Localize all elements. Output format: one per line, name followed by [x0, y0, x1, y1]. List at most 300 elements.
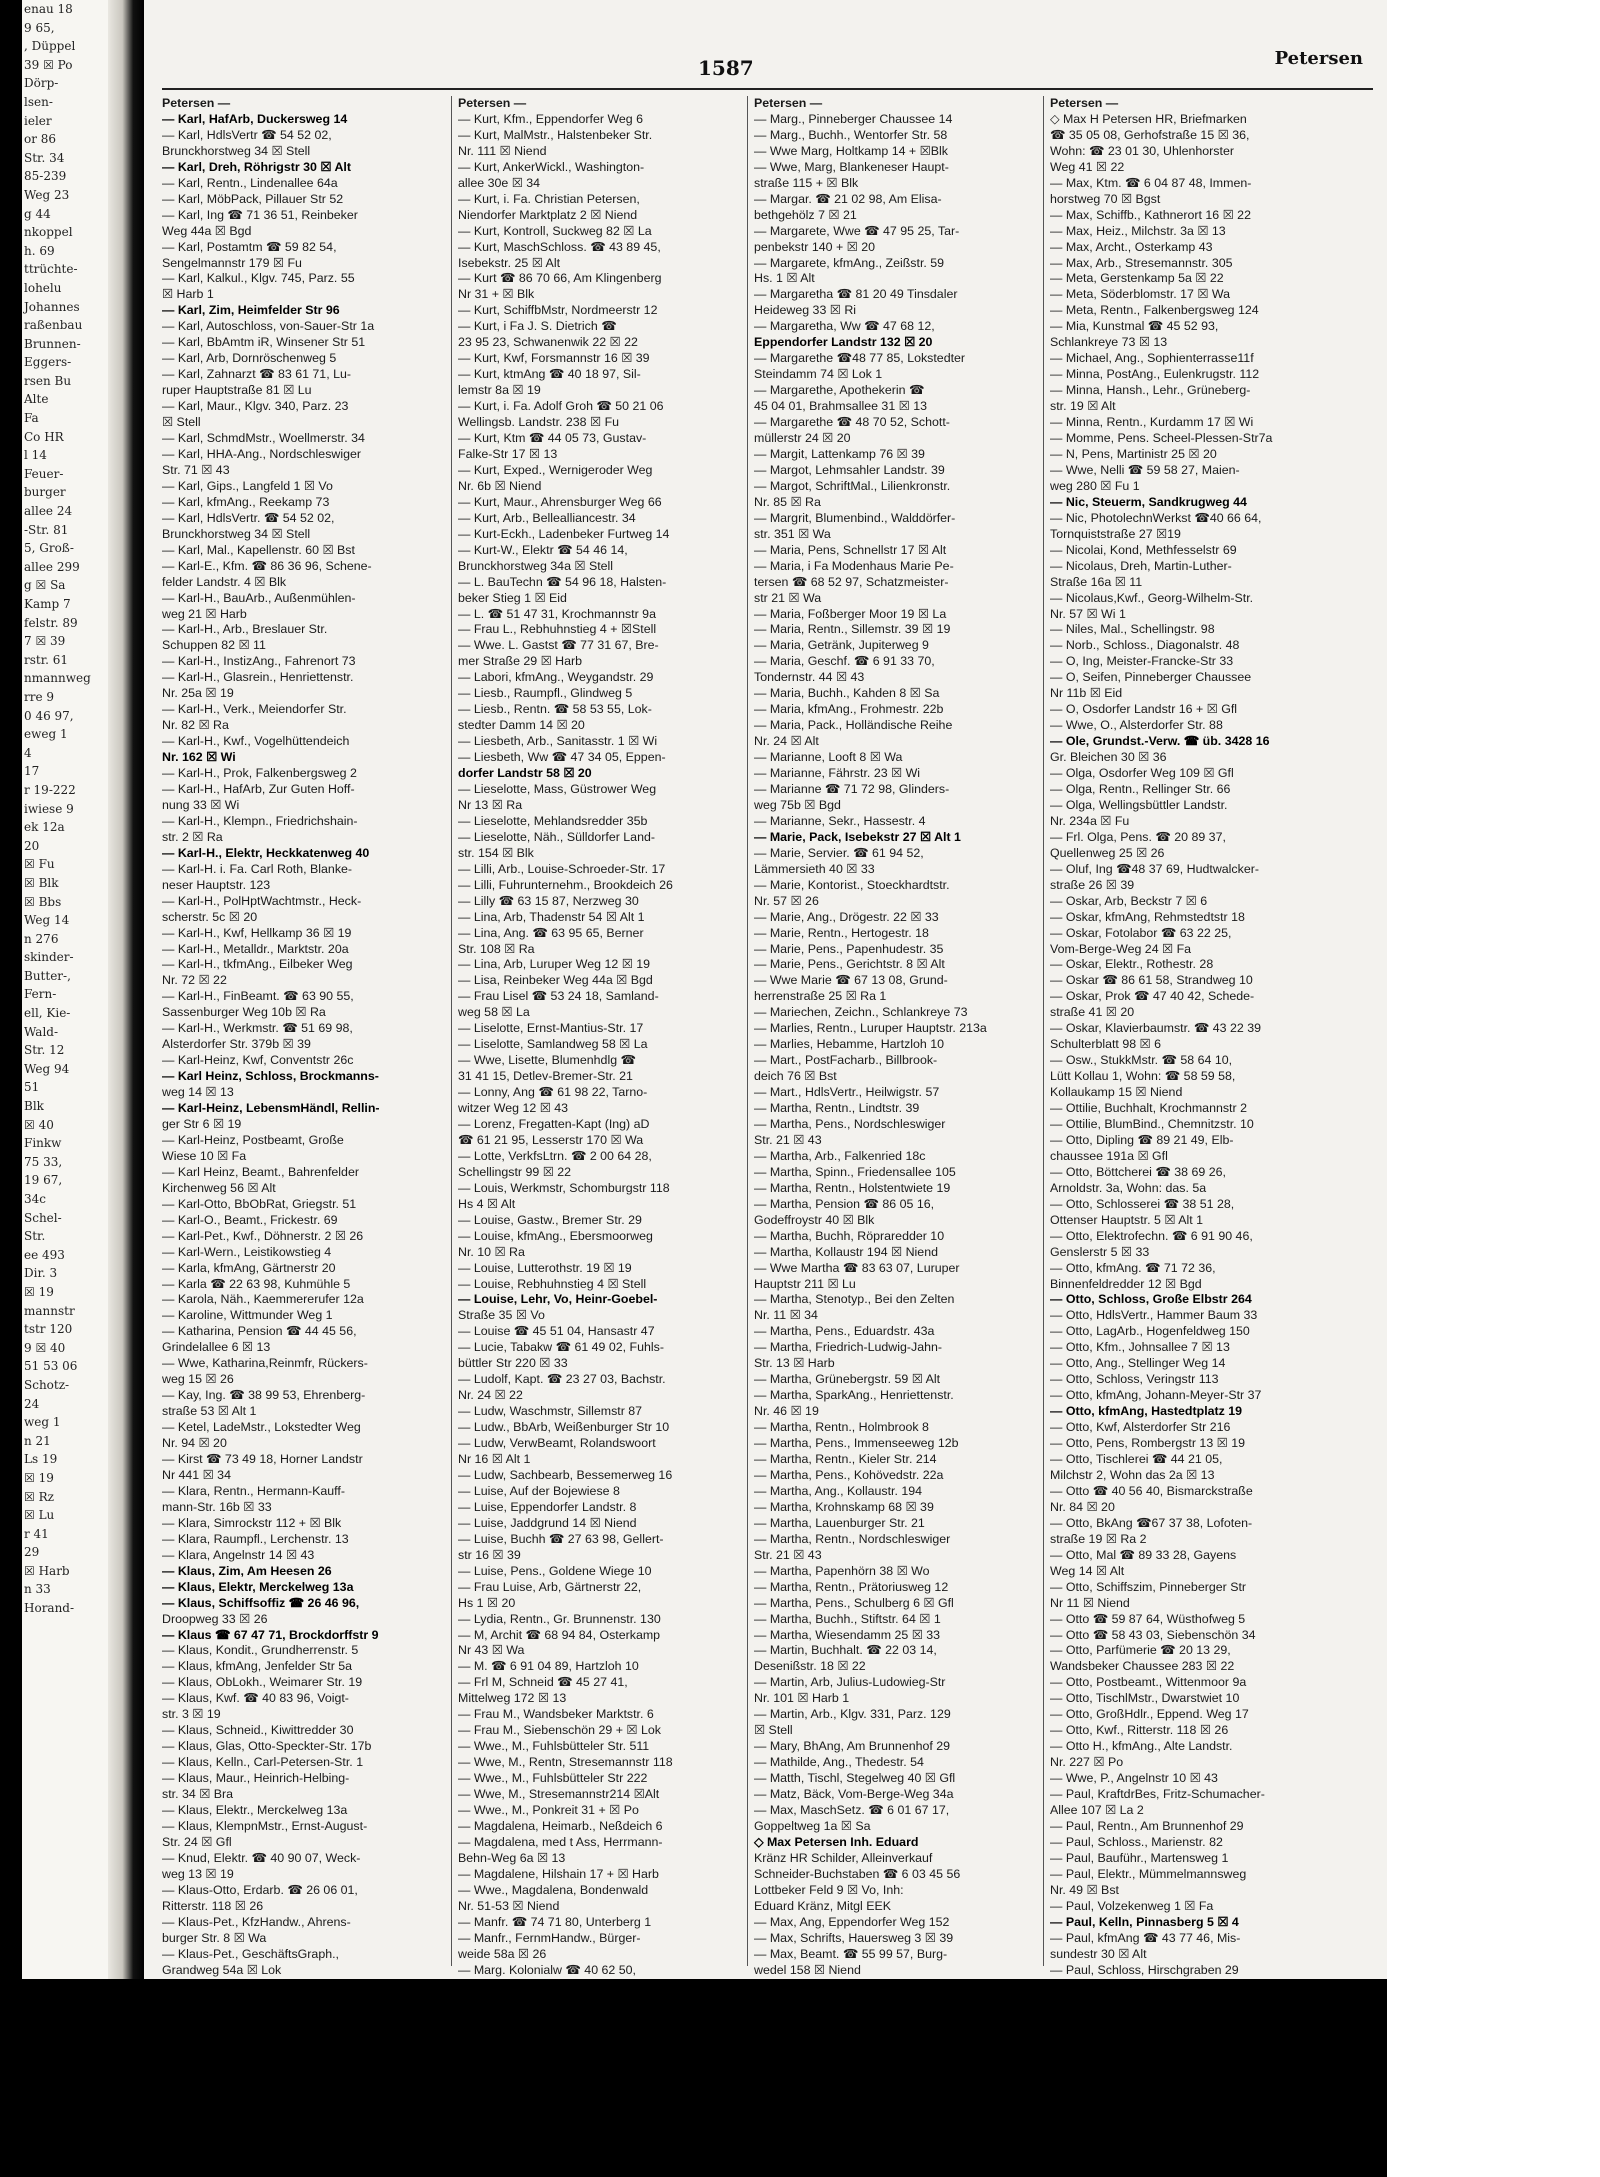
previous-page-text-fragment: Alte	[24, 392, 49, 407]
column-divider	[451, 96, 452, 1966]
directory-entry-line: Schulterblatt 98 ☒ 6	[1050, 1037, 1161, 1052]
directory-entry-line: — Louise ☎ 45 51 04, Hansastr 47	[458, 1324, 655, 1339]
directory-entry-line: — Max, Archt., Osterkamp 43	[1050, 239, 1213, 254]
directory-entry-line: — Karl-Heinz, Kwf, Conventstr 26c	[162, 1053, 354, 1068]
previous-page-text-fragment: enau 18	[24, 2, 73, 16]
directory-entry-line: — Kurt, Kfm., Eppendorfer Weg 6	[458, 111, 644, 126]
previous-page-text-fragment: Johannes	[24, 299, 80, 314]
directory-entry-line: — Niles, Mal., Schellingstr. 98	[1050, 622, 1215, 637]
directory-entry-line: — Karl, BbAmtm iR, Winsener Str 51	[162, 335, 366, 350]
directory-entry-line: Str. 21 ☒ 43	[754, 1132, 822, 1147]
previous-page-text-fragment: r 19-222	[24, 782, 76, 797]
directory-entry-line: felder Landstr. 4 ☒ Blk	[162, 574, 287, 589]
column-heading: Petersen —	[754, 96, 823, 110]
directory-entry-line: — Martha, Pens., Kohövedstr. 22a	[754, 1467, 944, 1482]
directory-entry-line: — Martha, Wiesendamm 25 ☒ 33	[754, 1627, 941, 1642]
directory-entry-line: — Wwe., M., Fuhlsbütteler Str 222	[458, 1771, 648, 1786]
directory-entry-line: Grindelallee 6 ☒ 13	[162, 1340, 271, 1355]
directory-entry-line: — Luise, Pens., Goldene Wiege 10	[458, 1563, 652, 1578]
previous-page-text-fragment: 29	[24, 1545, 40, 1560]
previous-page-text-fragment: 7 ☒ 39	[24, 634, 66, 649]
scan-margin-right	[1387, 0, 1600, 2177]
directory-entry-line: — Martha, Pens., Schulberg 6 ☒ Gfl	[754, 1595, 954, 1610]
directory-entry-line: Hs 4 ☒ Alt	[458, 1196, 516, 1211]
directory-entry-line: — Norb., Schloss., Diagonalstr. 48	[1050, 638, 1240, 653]
directory-entry-line: — Otto, Kfm., Johnsallee 7 ☒ 13	[1050, 1340, 1230, 1355]
directory-entry-line: — Klaus, Kelln., Carl-Petersen-Str. 1	[162, 1755, 364, 1770]
directory-entry-line: Nr 441 ☒ 34	[162, 1467, 231, 1482]
directory-entry-line: — Martha, Pens., Eduardstr. 43a	[754, 1324, 935, 1339]
directory-entry-line: — Wwe., M., Ponkreit 31 + ☒ Po	[458, 1802, 639, 1817]
directory-entry-line: — Karl-H., Glasrein., Henriettenstr.	[162, 670, 354, 685]
directory-entry-line: — Nicolaus,Kwf., Georg-Wilhelm-Str.	[1050, 590, 1254, 605]
directory-entry-line: — Paul, Schloss., Marienstr. 82	[1050, 1834, 1223, 1849]
directory-entry-line: — Karl-H., Kwf, Hellkamp 36 ☒ 19	[162, 925, 352, 940]
directory-entry-line: Schuppen 82 ☒ 11	[162, 638, 266, 653]
directory-entry-line: Nr. 85 ☒ Ra	[754, 494, 821, 509]
directory-entry-line: straße 41 ☒ 20	[1050, 1005, 1135, 1020]
directory-entry-line: — Karla ☎ 22 63 98, Kuhmühle 5	[162, 1276, 351, 1291]
previous-page-text-fragment: Co HR	[24, 429, 64, 444]
previous-page-text-fragment: Finkw	[24, 1136, 62, 1151]
directory-entry-line: — Lorenz, Fregatten-Kapt (Ing) aD	[458, 1117, 650, 1131]
directory-entry-line: stedter Damm 14 ☒ 20	[458, 718, 585, 733]
directory-entry-line: — Otto, HdlsVertr., Hammer Baum 33	[1050, 1308, 1258, 1323]
previous-page-text-fragment: ☒ 19	[24, 1470, 54, 1485]
directory-entry-line: — Karl-H., Prok, Falkenbergsweg 2	[162, 766, 357, 781]
previous-page-text-fragment: ee 493	[24, 1247, 65, 1262]
directory-entry-line: — Marianne, Sekr., Hassestr. 4	[754, 813, 926, 828]
directory-entry-line: — Wwe, P., Angelnstr 10 ☒ 43	[1050, 1771, 1218, 1786]
directory-entry-line: — Martha, Pens., Immenseeweg 12b	[754, 1436, 959, 1451]
directory-entry-line: — Louise, Lutterothstr. 19 ☒ 19	[458, 1260, 632, 1275]
directory-entry-line: — Margarete, kfmAng., Zeißstr. 59	[754, 255, 945, 270]
directory-entry-line: Behn-Weg 6a ☒ 13	[458, 1850, 566, 1865]
directory-entry-line: weg 13 ☒ 19	[162, 1866, 234, 1881]
directory-entry-line: weg 21 ☒ Harb	[162, 606, 247, 621]
directory-entry-line: — Lydia, Rentn., Gr. Brunnenstr. 130	[458, 1611, 661, 1626]
directory-entry-line: Alsterdorfer Str. 379b ☒ 39	[162, 1037, 311, 1052]
directory-entry-line: Heideweg 33 ☒ Ri	[754, 303, 857, 318]
directory-entry-line: — Liesbeth, Ww ☎ 47 34 05, Eppen-	[458, 750, 666, 765]
previous-page-text-fragment: r 41	[24, 1526, 49, 1541]
directory-entry-line: — Karl, Mal., Kapellenstr. 60 ☒ Bst	[162, 542, 355, 557]
column-heading: Petersen —	[162, 96, 231, 110]
directory-entry-line: — Liselotte, Ernst-Mantius-Str. 17	[458, 1021, 644, 1036]
previous-page-text-fragment: ttrüchte-	[24, 262, 78, 277]
previous-page-text-fragment: 4	[24, 745, 32, 760]
directory-entry-line: — Otto ☎ 40 56 40, Bismarckstraße	[1050, 1483, 1253, 1498]
previous-page-text-fragment: Str.	[24, 1229, 46, 1244]
directory-entry-line: — Magdalene, Hilshain 17 + ☒ Harb	[458, 1866, 659, 1881]
directory-entry-line: burger Str. 8 ☒ Wa	[162, 1930, 267, 1945]
directory-entry-line: — Kurt, Arb., Bellealliancestr. 34	[458, 510, 636, 525]
directory-entry-line: — Karl-Heinz, Postbeamt, Große	[162, 1132, 344, 1147]
directory-entry-line: — Lina, Arb, Thadenstr 54 ☒ Alt 1	[458, 909, 645, 924]
directory-entry-line: Nr. 82 ☒ Ra	[162, 718, 229, 733]
previous-page-text-fragment: Butter-,	[24, 968, 71, 983]
directory-entry-line: Nr. 84 ☒ 20	[1050, 1499, 1115, 1514]
directory-entry-line: — Klaus, Zim, Am Heesen 26	[162, 1563, 332, 1578]
directory-entry-line: — Marianne ☎ 71 72 98, Glinders-	[754, 781, 950, 796]
directory-entry-line: ruper Hauptstraße 81 ☒ Lu	[162, 383, 312, 398]
directory-entry-line: Schellingstr 99 ☒ 22	[458, 1164, 572, 1179]
directory-entry-line: mann-Str. 16b ☒ 33	[162, 1499, 272, 1514]
directory-entry-line: bethgehölz 7 ☒ 21	[754, 207, 857, 222]
directory-entry-line: — Kurt, i Fa J. S. Dietrich ☎	[458, 319, 617, 334]
directory-entry-line: — Klaus ☎ 67 47 71, Brockdorffstr 9	[162, 1627, 379, 1642]
previous-page-text-fragment: skinder-	[24, 950, 74, 965]
directory-entry-line: — Wwe., M., Fuhlsbütteler Str. 511	[458, 1739, 650, 1754]
column-3	[754, 96, 1037, 1977]
directory-entry-line: — Nic, PhotolechnWerkst ☎40 66 64,	[1050, 510, 1262, 525]
directory-entry-line: — Karl, SchmdMstr., Woellmerstr. 34	[162, 431, 365, 446]
directory-entry-line: Hauptstr 211 ☒ Lu	[754, 1276, 856, 1291]
directory-entry-line: — Manfr. ☎ 74 71 80, Unterberg 1	[458, 1914, 652, 1929]
previous-page-text-fragment: mannstr	[24, 1303, 75, 1318]
directory-entry-line: — Martha, Friedrich-Ludwig-Jahn-	[754, 1340, 942, 1355]
directory-entry-line: — Martha, Pens., Nordschleswiger	[754, 1117, 946, 1131]
previous-page-text-fragment: rre 9	[24, 689, 55, 704]
directory-entry-line: — Margaretha ☎ 81 20 49 Tinsdaler	[754, 287, 958, 302]
directory-entry-line: — Karola, Näh., Kaemmererufer 12a	[162, 1292, 364, 1307]
directory-entry-line: — Kirst ☎ 73 49 18, Horner Landstr	[162, 1452, 363, 1467]
directory-entry-line: — Knud, Elektr. ☎ 40 90 07, Weck-	[162, 1850, 361, 1865]
column-divider	[747, 96, 748, 1966]
previous-page-text-fragment: Weg 94	[24, 1061, 70, 1076]
directory-entry-line: — Ludolf, Kapt. ☎ 23 27 03, Bachstr.	[458, 1372, 666, 1387]
directory-entry-line: — Kurt ☎ 86 70 66, Am Klingenberg	[458, 271, 662, 286]
directory-entry-line: dorfer Landstr 58 ☒ 20	[458, 766, 592, 781]
directory-entry-line: — Frau L., Rebhuhnstieg 4 + ☒Stell	[458, 622, 657, 637]
directory-entry-line: — M, Archit ☎ 68 94 84, Osterkamp	[458, 1627, 661, 1642]
directory-entry-line: str. 154 ☒ Blk	[458, 845, 534, 860]
directory-entry-line: chaussee 191a ☒ Gfl	[1050, 1148, 1168, 1163]
directory-entry-line: ☒ Stell	[754, 1723, 793, 1738]
directory-entry-line: — Marie, Pack, Isebekstr 27 ☒ Alt 1	[754, 829, 961, 844]
directory-entry-line: herrenstraße 25 ☒ Ra 1	[754, 989, 887, 1004]
directory-entry-line: — O, Seifen, Pinneberger Chaussee	[1050, 670, 1252, 685]
directory-entry-line: Brunckhorstweg 34a ☒ Stell	[458, 558, 614, 573]
directory-entry-line: — Martha, SparkAng., Henriettenstr.	[754, 1388, 954, 1403]
directory-entry-line: — Klaus, Schneid., Kiwittredder 30	[162, 1723, 354, 1738]
directory-entry-line: Arnoldstr. 3a, Wohn: das. 5a	[1050, 1180, 1207, 1195]
directory-entry-line: allee 30e ☒ 34	[458, 175, 541, 190]
previous-page-text-fragment: ☒ Lu	[24, 1508, 55, 1523]
directory-entry-line: — Klaus, KlempnMstr., Ernst-August-	[162, 1818, 368, 1833]
directory-entry-line: Nr. 25a ☒ 19	[162, 686, 234, 701]
directory-entry-line: — Oskar, Elektr., Rothestr. 28	[1050, 957, 1214, 972]
previous-page-text-fragment: Ls 19	[24, 1452, 58, 1467]
directory-entry-line: — Otto, Schloss, Große Elbstr 264	[1050, 1292, 1252, 1307]
directory-entry-line: 23 95 23, Schwanenwik 22 ☒ 22	[458, 335, 638, 350]
directory-entry-line: — Otto, Böttcherei ☎ 38 69 26,	[1050, 1164, 1226, 1179]
directory-entry-line: — Frau M., Siebenschön 29 + ☒ Lok	[458, 1723, 661, 1738]
directory-entry-line: — L. ☎ 51 47 31, Krochmannstr 9a	[458, 606, 656, 621]
directory-entry-line: — Karl-H., PolHptWachtmstr., Heck-	[162, 893, 362, 908]
directory-entry-line: — Otto, GroßHdlr., Eppend. Weg 17	[1050, 1707, 1249, 1722]
directory-entry-line: — Kurt, AnkerWickl., Washington-	[458, 159, 645, 174]
directory-entry-line: — Martha, Buchh., Stiftstr. 64 ☒ 1	[754, 1611, 941, 1626]
previous-page-text-fragment: n 276	[24, 931, 59, 946]
previous-page-text-fragment: 34c	[24, 1192, 46, 1206]
directory-entry-line: — Kay, Ing. ☎ 38 99 53, Ehrenberg-	[162, 1388, 366, 1403]
directory-entry-line: — Meta, Söderblomstr. 17 ☒ Wa	[1050, 287, 1231, 302]
directory-entry-line: Isebekstr. 25 ☒ Alt	[458, 255, 561, 270]
directory-entry-line: — Klaus, Kwf. ☎ 40 83 96, Voigt-	[162, 1691, 349, 1706]
directory-entry-line: — Klaus-Otto, Erdarb. ☎ 26 06 01,	[162, 1882, 358, 1897]
directory-entry-line: — Marie, Kontorist., Stoeckhardtstr.	[754, 877, 950, 892]
directory-entry-line: — Martha, Pension ☎ 86 05 16,	[754, 1196, 935, 1211]
directory-entry-line: Str. 24 ☒ Gfl	[162, 1834, 232, 1849]
previous-page-text-fragment: Weg 14	[24, 913, 70, 928]
directory-entry-line: Lämmersieth 40 ☒ 33	[754, 861, 875, 876]
directory-entry-line: — Klaus, Schiffsoffiz ☎ 26 46 96,	[162, 1595, 360, 1610]
previous-page-text-fragment: Weg 23	[24, 187, 70, 202]
previous-page-text-fragment: tstr 120	[24, 1322, 73, 1337]
directory-entry-line: — Ketel, LadeMstr., Lokstedter Weg	[162, 1420, 361, 1435]
previous-page-text-fragment: Kamp 7	[24, 597, 71, 611]
directory-entry-line: — Lotte, VerkfsLtrn. ☎ 2 00 64 28,	[458, 1148, 652, 1163]
directory-entry-line: — Marlies, Rentn., Luruper Hauptstr. 213a	[754, 1021, 987, 1036]
directory-entry-line: Quellenweg 25 ☒ 26	[1050, 845, 1165, 860]
directory-entry-line: weg 15 ☒ 26	[162, 1372, 234, 1387]
directory-entry-line: — Frl M, Schneid ☎ 45 27 41,	[458, 1675, 628, 1690]
directory-entry-line: witzer Weg 12 ☒ 43	[458, 1101, 569, 1116]
directory-entry-line: Niendorfer Marktplatz 2 ☒ Niend	[458, 207, 638, 222]
directory-entry-line: — Mart., PostFacharb., Billbrook-	[754, 1053, 938, 1068]
directory-entry-line: — Margit, Lattenkamp 76 ☒ 39	[754, 446, 925, 461]
directory-entry-line: str. 34 ☒ Bra	[162, 1787, 234, 1802]
directory-entry-line: ☒ Stell	[162, 415, 201, 430]
directory-entry-line: Nr 31 + ☒ Blk	[458, 287, 535, 302]
directory-entry-line: Binnenfeldredder 12 ☒ Bgd	[1050, 1276, 1202, 1291]
directory-entry-line: — Marg., Buchh., Wentorfer Str. 58	[754, 127, 948, 142]
directory-entry-line: Weg 44a ☒ Bgd	[162, 223, 252, 238]
directory-entry-line: — Klaus-Pet., KfzHandw., Ahrens-	[162, 1914, 351, 1929]
directory-entry-line: Str. 21 ☒ 43	[754, 1547, 822, 1562]
previous-page-text-fragment: -Str. 81	[24, 522, 69, 537]
directory-entry-line: — Karl, Zim, Heimfelder Str 96	[162, 303, 340, 318]
directory-entry-line: — Ole, Grundst.-Verw. ☎ üb. 3428 16	[1050, 734, 1270, 749]
directory-entry-line: — Ludw, Waschmstr, Sillemstr 87	[458, 1404, 643, 1419]
directory-entry-line: — Oskar, Fotolabor ☎ 63 22 25,	[1050, 925, 1232, 940]
directory-entry-line: — Marg. Kolonialw ☎ 40 62 50,	[458, 1962, 636, 1977]
directory-entry-line: Vom-Berge-Weg 24 ☒ Fa	[1050, 941, 1192, 956]
directory-entry-line: — Meta, Gerstenkamp 5a ☒ 22	[1050, 271, 1224, 286]
directory-entry-line: 31 41 15, Detlev-Bremer-Str. 21	[458, 1069, 633, 1084]
directory-entry-line: Nr 11 ☒ Niend	[1050, 1595, 1130, 1610]
directory-entry-line: deich 76 ☒ Bst	[754, 1069, 837, 1084]
directory-entry-line: — Ottilie, BlumBind., Chemnitzstr. 10	[1050, 1117, 1254, 1131]
directory-entry-line: — Louise, Rebhuhnstieg 4 ☒ Stell	[458, 1276, 647, 1291]
previous-page-text-fragment: Horand-	[24, 1601, 75, 1616]
directory-entry-line: — Max, Heiz., Milchstr. 3a ☒ 13	[1050, 223, 1226, 238]
directory-entry-line: — Karl, Zahnarzt ☎ 83 61 71, Lu-	[162, 367, 351, 382]
directory-entry-line: — Wwe, Lisette, Blumenhdlg ☎	[458, 1053, 636, 1068]
directory-entry-line: — Karl Heinz, Beamt., Bahrenfelder	[162, 1164, 359, 1179]
directory-entry-line: — Max, Schiffb., Kathnerort 16 ☒ 22	[1050, 207, 1251, 222]
directory-entry-line: — Karl-Wern., Leistikowstieg 4	[162, 1244, 332, 1259]
directory-entry-line: — Mart., HdlsVertr., Heilwigstr. 57	[754, 1085, 940, 1100]
directory-entry-line: — Martha, Lauenburger Str. 21	[754, 1515, 925, 1530]
directory-entry-line: Nr 13 ☒ Ra	[458, 797, 523, 812]
directory-entry-line: Nr. 227 ☒ Po	[1050, 1755, 1124, 1770]
directory-entry-line: — Marie, Ang., Drögestr. 22 ☒ 33	[754, 909, 939, 924]
directory-entry-line: — Luise, Auf der Bojewiese 8	[458, 1483, 620, 1498]
directory-entry-line: — Otto, TischlMstr., Dwarstwiet 10	[1050, 1691, 1240, 1706]
directory-entry-line: — Wwe, M., Rentn, Stresemannstr 118	[458, 1755, 673, 1770]
directory-entry-line: — Liesb., Rentn. ☎ 58 53 55, Lok-	[458, 702, 652, 717]
directory-entry-line: — Martha, Rentn., Prätoriusweg 12	[754, 1579, 949, 1594]
directory-entry-line: — Osw., StukkMstr. ☎ 58 64 10,	[1050, 1053, 1233, 1068]
directory-entry-line: — Klara, Raumpfl., Lerchenstr. 13	[162, 1531, 349, 1546]
directory-entry-line: — Kurt, i. Fa. Adolf Groh ☎ 50 21 06	[458, 399, 664, 414]
previous-page-text-fragment: rsen Bu	[24, 373, 72, 388]
previous-page-text-fragment: 51	[24, 1080, 40, 1095]
directory-entry-line: — Ottilie, Buchhalt, Krochmannstr 2	[1050, 1101, 1247, 1116]
previous-page-text-fragment: felstr. 89	[24, 615, 78, 630]
directory-page	[144, 0, 1387, 1979]
directory-entry-line: ☎ 61 21 95, Lesserstr 170 ☒ Wa	[458, 1132, 644, 1147]
directory-entry-line: — Karl-H., Metalldr., Marktstr. 20a	[162, 941, 349, 956]
directory-entry-line: — Oskar, Klavierbaumstr. ☎ 43 22 39	[1050, 1021, 1262, 1036]
directory-entry-line: — Louis, Werkmstr, Schomburgstr 118	[458, 1180, 670, 1195]
previous-page-text-fragment: Wald-	[24, 1024, 59, 1039]
directory-entry-line: — Otto, Kwf, Alsterdorfer Str 216	[1050, 1420, 1231, 1435]
directory-entry-line: — Maria, Geschf. ☎ 6 91 33 70,	[754, 654, 935, 669]
directory-entry-line: — Otto, Parfümerie ☎ 20 13 29,	[1050, 1643, 1231, 1658]
directory-entry-line: Nr. 101 ☒ Harb 1	[754, 1691, 850, 1706]
directory-entry-line: — O, Osdorfer Landstr 16 + ☒ Gfl	[1050, 702, 1238, 717]
directory-entry-line: — Lilli, Arb., Louise-Schroeder-Str. 17	[458, 861, 666, 876]
directory-entry-line: — Karl, HafArb, Duckersweg 14	[162, 111, 348, 126]
directory-entry-line: — Margarethe ☎ 48 70 52, Schott-	[754, 415, 950, 430]
previous-page-text-fragment: Schotz-	[24, 1377, 70, 1392]
directory-entry-line: — Liesbeth, Arb., Sanitasstr. 1 ☒ Wi	[458, 734, 658, 749]
directory-entry-line: — Luise, Buchh ☎ 27 63 98, Gellert-	[458, 1531, 664, 1546]
directory-entry-line: Hs 1 ☒ 20	[458, 1595, 516, 1610]
directory-entry-line: — Karl-H., FinBeamt. ☎ 63 90 55,	[162, 989, 354, 1004]
directory-entry-line: — Margarethe ☎48 77 85, Lokstedter	[754, 351, 966, 366]
directory-entry-line: — Wwe Marg, Holtkamp 14 + ☒Blk	[754, 143, 948, 158]
previous-page-text-fragment: allee 299	[24, 559, 80, 574]
directory-entry-line: — Otto, kfmAng, Johann-Meyer-Str 37	[1050, 1388, 1262, 1403]
directory-entry-line: Nr 43 ☒ Wa	[458, 1643, 525, 1658]
directory-entry-line: Hs. 1 ☒ Alt	[754, 271, 815, 286]
directory-entry-line: — Karl, Arb, Dornröschenweg 5	[162, 351, 337, 366]
directory-entry-line: — Labori, kfmAng., Weygandstr. 29	[458, 670, 654, 685]
directory-entry-line: — Luise, Jaddgrund 14 ☒ Niend	[458, 1515, 637, 1530]
previous-page-text-fragment: ☒ Bbs	[24, 894, 62, 909]
previous-page-text-fragment: ☒ Fu	[24, 857, 55, 872]
directory-entry-line: — Kurt, Exped., Wernigeroder Weg	[458, 462, 653, 477]
directory-entry-line: — Paul, Rentn., Am Brunnenhof 29	[1050, 1818, 1244, 1833]
directory-entry-line: Falke-Str 17 ☒ 13	[458, 446, 558, 461]
directory-entry-line: str. 3 ☒ 19	[162, 1707, 221, 1722]
directory-entry-line: Nr. 11 ☒ 34	[754, 1308, 818, 1323]
previous-page-text-fragment: eweg 1	[24, 727, 68, 742]
directory-entry-line: — Frl. Olga, Pens. ☎ 20 89 37,	[1050, 829, 1226, 844]
directory-entry-line: Wiese 10 ☒ Fa	[162, 1148, 247, 1163]
directory-entry-line: — Meta, Rentn., Falkenbergsweg 124	[1050, 303, 1259, 318]
directory-entry-line: — Kurt-Eckh., Ladenbeker Furtweg 14	[458, 526, 670, 541]
directory-entry-line: — Margot, SchriftMal., Lilienkronstr.	[754, 478, 951, 493]
directory-entry-line: — Karl-H. i. Fa. Carl Roth, Blanke-	[162, 861, 353, 876]
directory-entry-line: — Olga, Wellingsbüttler Landstr.	[1050, 797, 1228, 812]
directory-entry-line: — Klaus, Kondit., Grundherrenstr. 5	[162, 1643, 359, 1658]
scan-border-bottom	[0, 1979, 1387, 2177]
directory-entry-line: weg 280 ☒ Fu 1	[1050, 478, 1140, 493]
directory-entry-line: — Otto ☎ 58 43 03, Siebenschön 34	[1050, 1627, 1256, 1642]
directory-entry-line: — Martha, Spinn., Friedensallee 105	[754, 1164, 956, 1179]
directory-entry-line: — Otto, Dipling ☎ 89 21 49, Elb-	[1050, 1132, 1234, 1147]
previous-page-text-fragment: allee 24	[24, 504, 73, 519]
directory-entry-line: Droopweg 33 ☒ 26	[162, 1611, 268, 1626]
previous-page-text-fragment: raßenbau	[24, 318, 83, 333]
directory-entry-line: — M. ☎ 6 91 04 89, Hartzloh 10	[458, 1659, 639, 1674]
directory-entry-line: — Paul, Schloss, Hirschgraben 29	[1050, 1962, 1239, 1977]
directory-entry-line: — Frau Lisel ☎ 53 24 18, Samland-	[458, 989, 659, 1004]
directory-entry-line: — Wwe, Katharina,Reinmfr, Rückers-	[162, 1356, 368, 1371]
directory-entry-line: — Otto, Kwf., Ritterstr. 118 ☒ 26	[1050, 1723, 1229, 1738]
directory-entry-line: Ritterstr. 118 ☒ 26	[162, 1898, 264, 1913]
directory-entry-line: — Maria, Foßberger Moor 19 ☒ La	[754, 606, 947, 621]
directory-entry-line: Kirchenweg 56 ☒ Alt	[162, 1180, 276, 1195]
directory-entry-line: — Margaretha, Ww ☎ 47 68 12,	[754, 319, 935, 334]
directory-entry-line: — Kurt, MalMstr., Halstenbeker Str.	[458, 127, 653, 142]
previous-page-text-fragment: nmannweg	[24, 671, 91, 686]
previous-page-text-fragment: ☒ Rz	[24, 1489, 54, 1504]
directory-entry-line: — Maria, Buchh., Kahden 8 ☒ Sa	[754, 686, 940, 701]
directory-entry-line: — Otto, kfmAng, Hastedtplatz 19	[1050, 1404, 1243, 1419]
directory-entry-line: mer Straße 29 ☒ Harb	[458, 654, 583, 669]
directory-entry-line: — Liesb., Raumpfl., Glindweg 5	[458, 686, 633, 701]
directory-entry-line: — Oskar ☎ 86 61 58, Strandweg 10	[1050, 973, 1253, 988]
previous-page-text-fragment: 0 46 97,	[24, 708, 74, 723]
directory-entry-line: — Louise, Gastw., Bremer Str. 29	[458, 1212, 642, 1227]
directory-entry-line: — Max, Beamt. ☎ 55 99 57, Burg-	[754, 1946, 948, 1961]
directory-entry-line: Tondernstr. 44 ☒ 43	[754, 670, 865, 685]
directory-entry-line: — Kurt-W., Elektr ☎ 54 46 14,	[458, 542, 628, 557]
previous-page-text-fragment: 51 53 06	[24, 1359, 78, 1374]
previous-page-text-fragment: 24	[24, 1396, 40, 1411]
directory-entry-line: — Wwe, Marg, Blankeneser Haupt-	[754, 159, 949, 174]
previous-page-text-fragment: 20	[24, 838, 40, 853]
directory-entry-line: weide 58a ☒ 26	[458, 1946, 547, 1961]
previous-page-text-fragment: 85-239	[24, 169, 67, 184]
column-4	[1050, 96, 1333, 1977]
directory-entry-line: — Kurt, MaschSchloss. ☎ 43 89 45,	[458, 239, 661, 254]
previous-page-text-fragment: Dir. 3	[24, 1266, 58, 1281]
directory-entry-line: Schneider-Buchstaben ☎ 6 03 45 56	[754, 1866, 961, 1881]
directory-entry-line: — Margar. ☎ 21 02 98, Am Elisa-	[754, 191, 942, 206]
directory-entry-line: — Otto, kfmAng. ☎ 71 72 36,	[1050, 1260, 1216, 1275]
directory-entry-line: — Maria, Getränk, Jupiterweg 9	[754, 638, 929, 653]
directory-entry-line: — Karl-H., BauArb., Außenmühlen-	[162, 590, 356, 605]
directory-entry-line: Brunckhorstweg 34 ☒ Stell	[162, 143, 311, 158]
directory-entry-line: — Margarete, Wwe ☎ 47 95 25, Tar-	[754, 223, 960, 238]
directory-entry-line: — Martin, Buchhalt. ☎ 22 03 14,	[754, 1643, 937, 1658]
previous-page-text-fragment: g ☒ Sa	[24, 578, 66, 593]
directory-entry-line: — Mary, BhAng, Am Brunnenhof 29	[754, 1739, 951, 1754]
column-heading: Petersen —	[458, 96, 527, 110]
directory-entry-line: straße 19 ☒ Ra 2	[1050, 1531, 1147, 1546]
previous-page-text-fragment: Blk	[24, 1099, 44, 1114]
directory-entry-line: — Magdalena, med t Ass, Herrmann-	[458, 1834, 663, 1849]
directory-entry-line: — Karl-H., Werkmstr. ☎ 51 69 98,	[162, 1021, 353, 1036]
directory-entry-line: — Lisa, Reinbeker Weg 44a ☒ Bgd	[458, 973, 653, 988]
